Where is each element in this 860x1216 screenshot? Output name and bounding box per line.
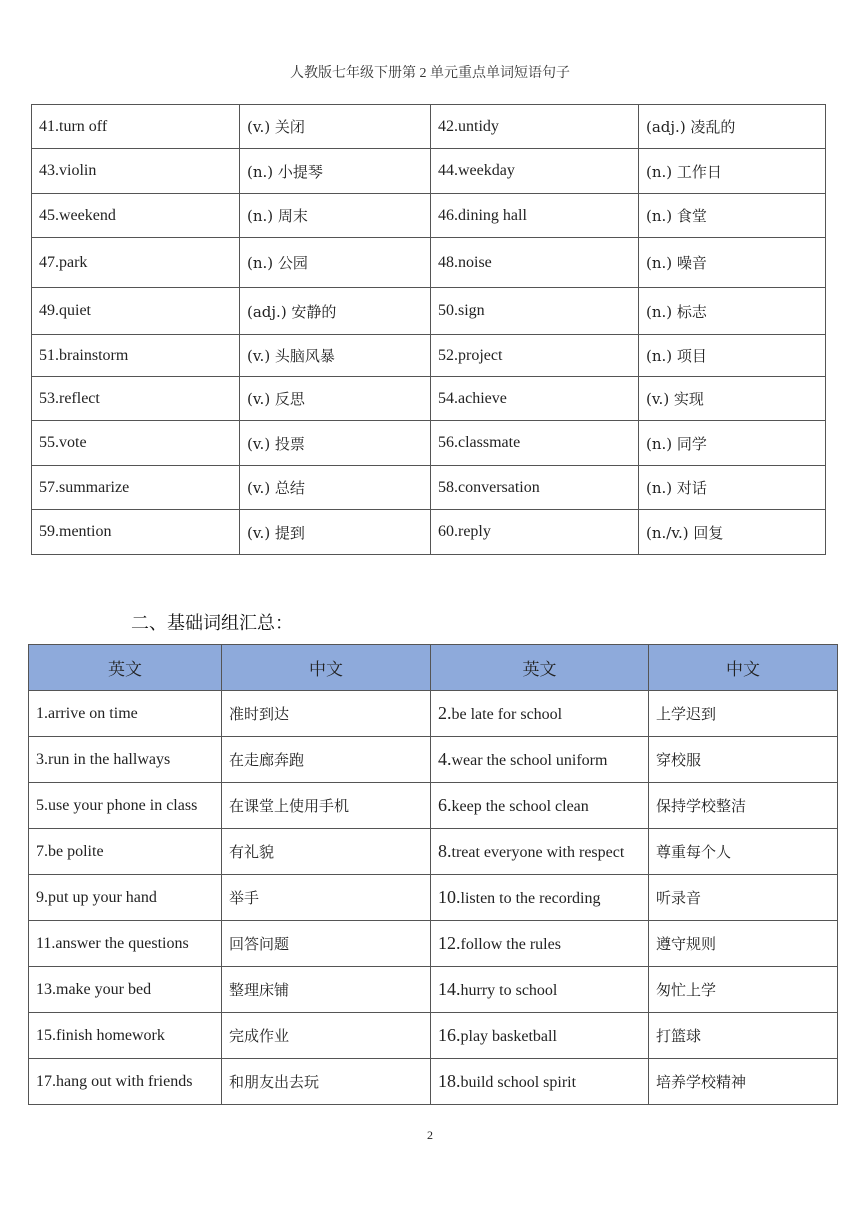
- phrase-number: 14.: [438, 979, 461, 999]
- chinese-phrase: 培养学校精神: [649, 1059, 838, 1105]
- english-phrase: [431, 1059, 649, 1105]
- english-phrase: 1.arrive on time: [29, 691, 222, 737]
- chinese-phrase: 打篮球: [649, 1013, 838, 1059]
- chinese-phrase: 听录音: [649, 875, 838, 921]
- english-phrase: 13.make your bed: [29, 967, 222, 1013]
- vocab-row: [32, 421, 826, 466]
- english-word: 54.achieve: [431, 377, 639, 421]
- phrase-number: 8.: [438, 841, 452, 861]
- english-word: 60.reply: [431, 510, 639, 555]
- chinese-phrase: 和朋友出去玩: [222, 1059, 431, 1105]
- chinese-meaning: (v.) 实现: [639, 377, 826, 421]
- english-word: 59.mention: [32, 510, 240, 555]
- english-phrase: [431, 875, 649, 921]
- english-word: 44.weekday: [431, 149, 639, 194]
- phrase-row: [29, 875, 838, 921]
- chinese-phrase: 尊重每个人: [649, 829, 838, 875]
- phrase-row: [29, 1013, 838, 1059]
- chinese-phrase: 回答问题: [222, 921, 431, 967]
- chinese-phrase: 上学迟到: [649, 691, 838, 737]
- english-phrase: 9.put up your hand: [29, 875, 222, 921]
- english-phrase: [431, 783, 649, 829]
- header-english: 英文: [431, 645, 649, 691]
- english-word: 48.noise: [431, 238, 639, 288]
- english-word: 49.quiet: [32, 288, 240, 335]
- header-chinese: 中文: [222, 645, 431, 691]
- chinese-phrase: 遵守规则: [649, 921, 838, 967]
- english-phrase: [431, 1013, 649, 1059]
- phrase-text: build school spirit: [460, 1074, 577, 1091]
- phrase-text: hurry to school: [460, 982, 558, 999]
- chinese-meaning: (n.) 工作日: [639, 149, 826, 194]
- english-phrase: 3.run in the hallways: [29, 737, 222, 783]
- phrase-table: [28, 644, 838, 1105]
- phrase-number: 10.: [438, 887, 461, 907]
- english-phrase: 15.finish homework: [29, 1013, 222, 1059]
- header-english: 英文: [29, 645, 222, 691]
- chinese-phrase: 保持学校整洁: [649, 783, 838, 829]
- english-word: 45.weekend: [32, 194, 240, 238]
- phrase-table-header-row: [29, 645, 838, 691]
- chinese-meaning: (n.) 同学: [639, 421, 826, 466]
- english-word: 47.park: [32, 238, 240, 288]
- vocab-row: [32, 194, 826, 238]
- chinese-meaning: (adj.) 安静的: [240, 288, 431, 335]
- phrase-number: 18.: [438, 1071, 461, 1091]
- phrase-text: be late for school: [451, 706, 563, 723]
- phrase-number: 12.: [438, 933, 461, 953]
- english-word: 56.classmate: [431, 421, 639, 466]
- phrase-text: listen to the recording: [460, 890, 601, 907]
- english-phrase: 11.answer the questions: [29, 921, 222, 967]
- chinese-meaning: (adj.) 凌乱的: [639, 105, 826, 149]
- vocab-row: [32, 238, 826, 288]
- english-word: 58.conversation: [431, 466, 639, 510]
- phrase-text: wear the school uniform: [451, 752, 608, 769]
- vocab-row: [32, 377, 826, 421]
- chinese-meaning: (n.) 项目: [639, 335, 826, 377]
- english-phrase: 17.hang out with friends: [29, 1059, 222, 1105]
- phrase-text: keep the school clean: [451, 798, 589, 815]
- phrase-number: 4.: [438, 749, 452, 769]
- chinese-phrase: 举手: [222, 875, 431, 921]
- english-word: 53.reflect: [32, 377, 240, 421]
- english-phrase: 7.be polite: [29, 829, 222, 875]
- english-phrase: [431, 921, 649, 967]
- vocab-row: [32, 105, 826, 149]
- chinese-meaning: (v.) 头脑风暴: [240, 335, 431, 377]
- phrase-row: [29, 829, 838, 875]
- english-word: 43.violin: [32, 149, 240, 194]
- chinese-meaning: (n.) 标志: [639, 288, 826, 335]
- page-header-title: 人教版七年级下册第 2 单元重点单词短语句子: [290, 66, 570, 81]
- vocab-row: [32, 149, 826, 194]
- chinese-meaning: (v.) 反思: [240, 377, 431, 421]
- chinese-phrase: 整理床铺: [222, 967, 431, 1013]
- vocab-row: [32, 335, 826, 377]
- vocab-row: [32, 466, 826, 510]
- english-word: 41.turn off: [32, 105, 240, 149]
- english-word: 52.project: [431, 335, 639, 377]
- phrase-text: play basketball: [460, 1028, 557, 1045]
- chinese-phrase: 在课堂上使用手机: [222, 783, 431, 829]
- chinese-meaning: (n.) 公园: [240, 238, 431, 288]
- phrase-row: [29, 737, 838, 783]
- chinese-meaning: (n./v.) 回复: [639, 510, 826, 555]
- phrase-number: 2.: [438, 703, 452, 723]
- chinese-meaning: (v.) 总结: [240, 466, 431, 510]
- english-word: 51.brainstorm: [32, 335, 240, 377]
- vocabulary-table: [31, 104, 826, 555]
- phrase-row: [29, 783, 838, 829]
- chinese-meaning: (v.) 关闭: [240, 105, 431, 149]
- phrase-row: [29, 691, 838, 737]
- english-word: 50.sign: [431, 288, 639, 335]
- section-title: 二、基础词组汇总：: [131, 613, 293, 634]
- phrase-number: 6.: [438, 795, 452, 815]
- english-word: 55.vote: [32, 421, 240, 466]
- phrase-row: [29, 921, 838, 967]
- english-word: 42.untidy: [431, 105, 639, 149]
- chinese-phrase: 在走廊奔跑: [222, 737, 431, 783]
- english-word: 57.summarize: [32, 466, 240, 510]
- english-phrase: 5.use your phone in class: [29, 783, 222, 829]
- phrase-number: 16.: [438, 1025, 461, 1045]
- chinese-phrase: 准时到达: [222, 691, 431, 737]
- english-word: 46.dining hall: [431, 194, 639, 238]
- english-phrase: [431, 829, 649, 875]
- english-phrase: [431, 967, 649, 1013]
- english-phrase: [431, 737, 649, 783]
- chinese-meaning: (n.) 食堂: [639, 194, 826, 238]
- chinese-meaning: (n.) 对话: [639, 466, 826, 510]
- chinese-meaning: (n.) 噪音: [639, 238, 826, 288]
- chinese-phrase: 匆忙上学: [649, 967, 838, 1013]
- chinese-meaning: (n.) 周末: [240, 194, 431, 238]
- chinese-meaning: (v.) 投票: [240, 421, 431, 466]
- header-chinese: 中文: [649, 645, 838, 691]
- chinese-meaning: (v.) 提到: [240, 510, 431, 555]
- phrase-text: treat everyone with respect: [451, 844, 625, 861]
- phrase-row: [29, 1059, 838, 1105]
- chinese-phrase: 完成作业: [222, 1013, 431, 1059]
- page-number: 2: [427, 1128, 433, 1142]
- chinese-meaning: (n.) 小提琴: [240, 149, 431, 194]
- vocab-row: [32, 288, 826, 335]
- phrase-text: follow the rules: [460, 936, 561, 953]
- chinese-phrase: 有礼貌: [222, 829, 431, 875]
- chinese-phrase: 穿校服: [649, 737, 838, 783]
- phrase-row: [29, 967, 838, 1013]
- english-phrase: [431, 691, 649, 737]
- vocab-row: [32, 510, 826, 555]
